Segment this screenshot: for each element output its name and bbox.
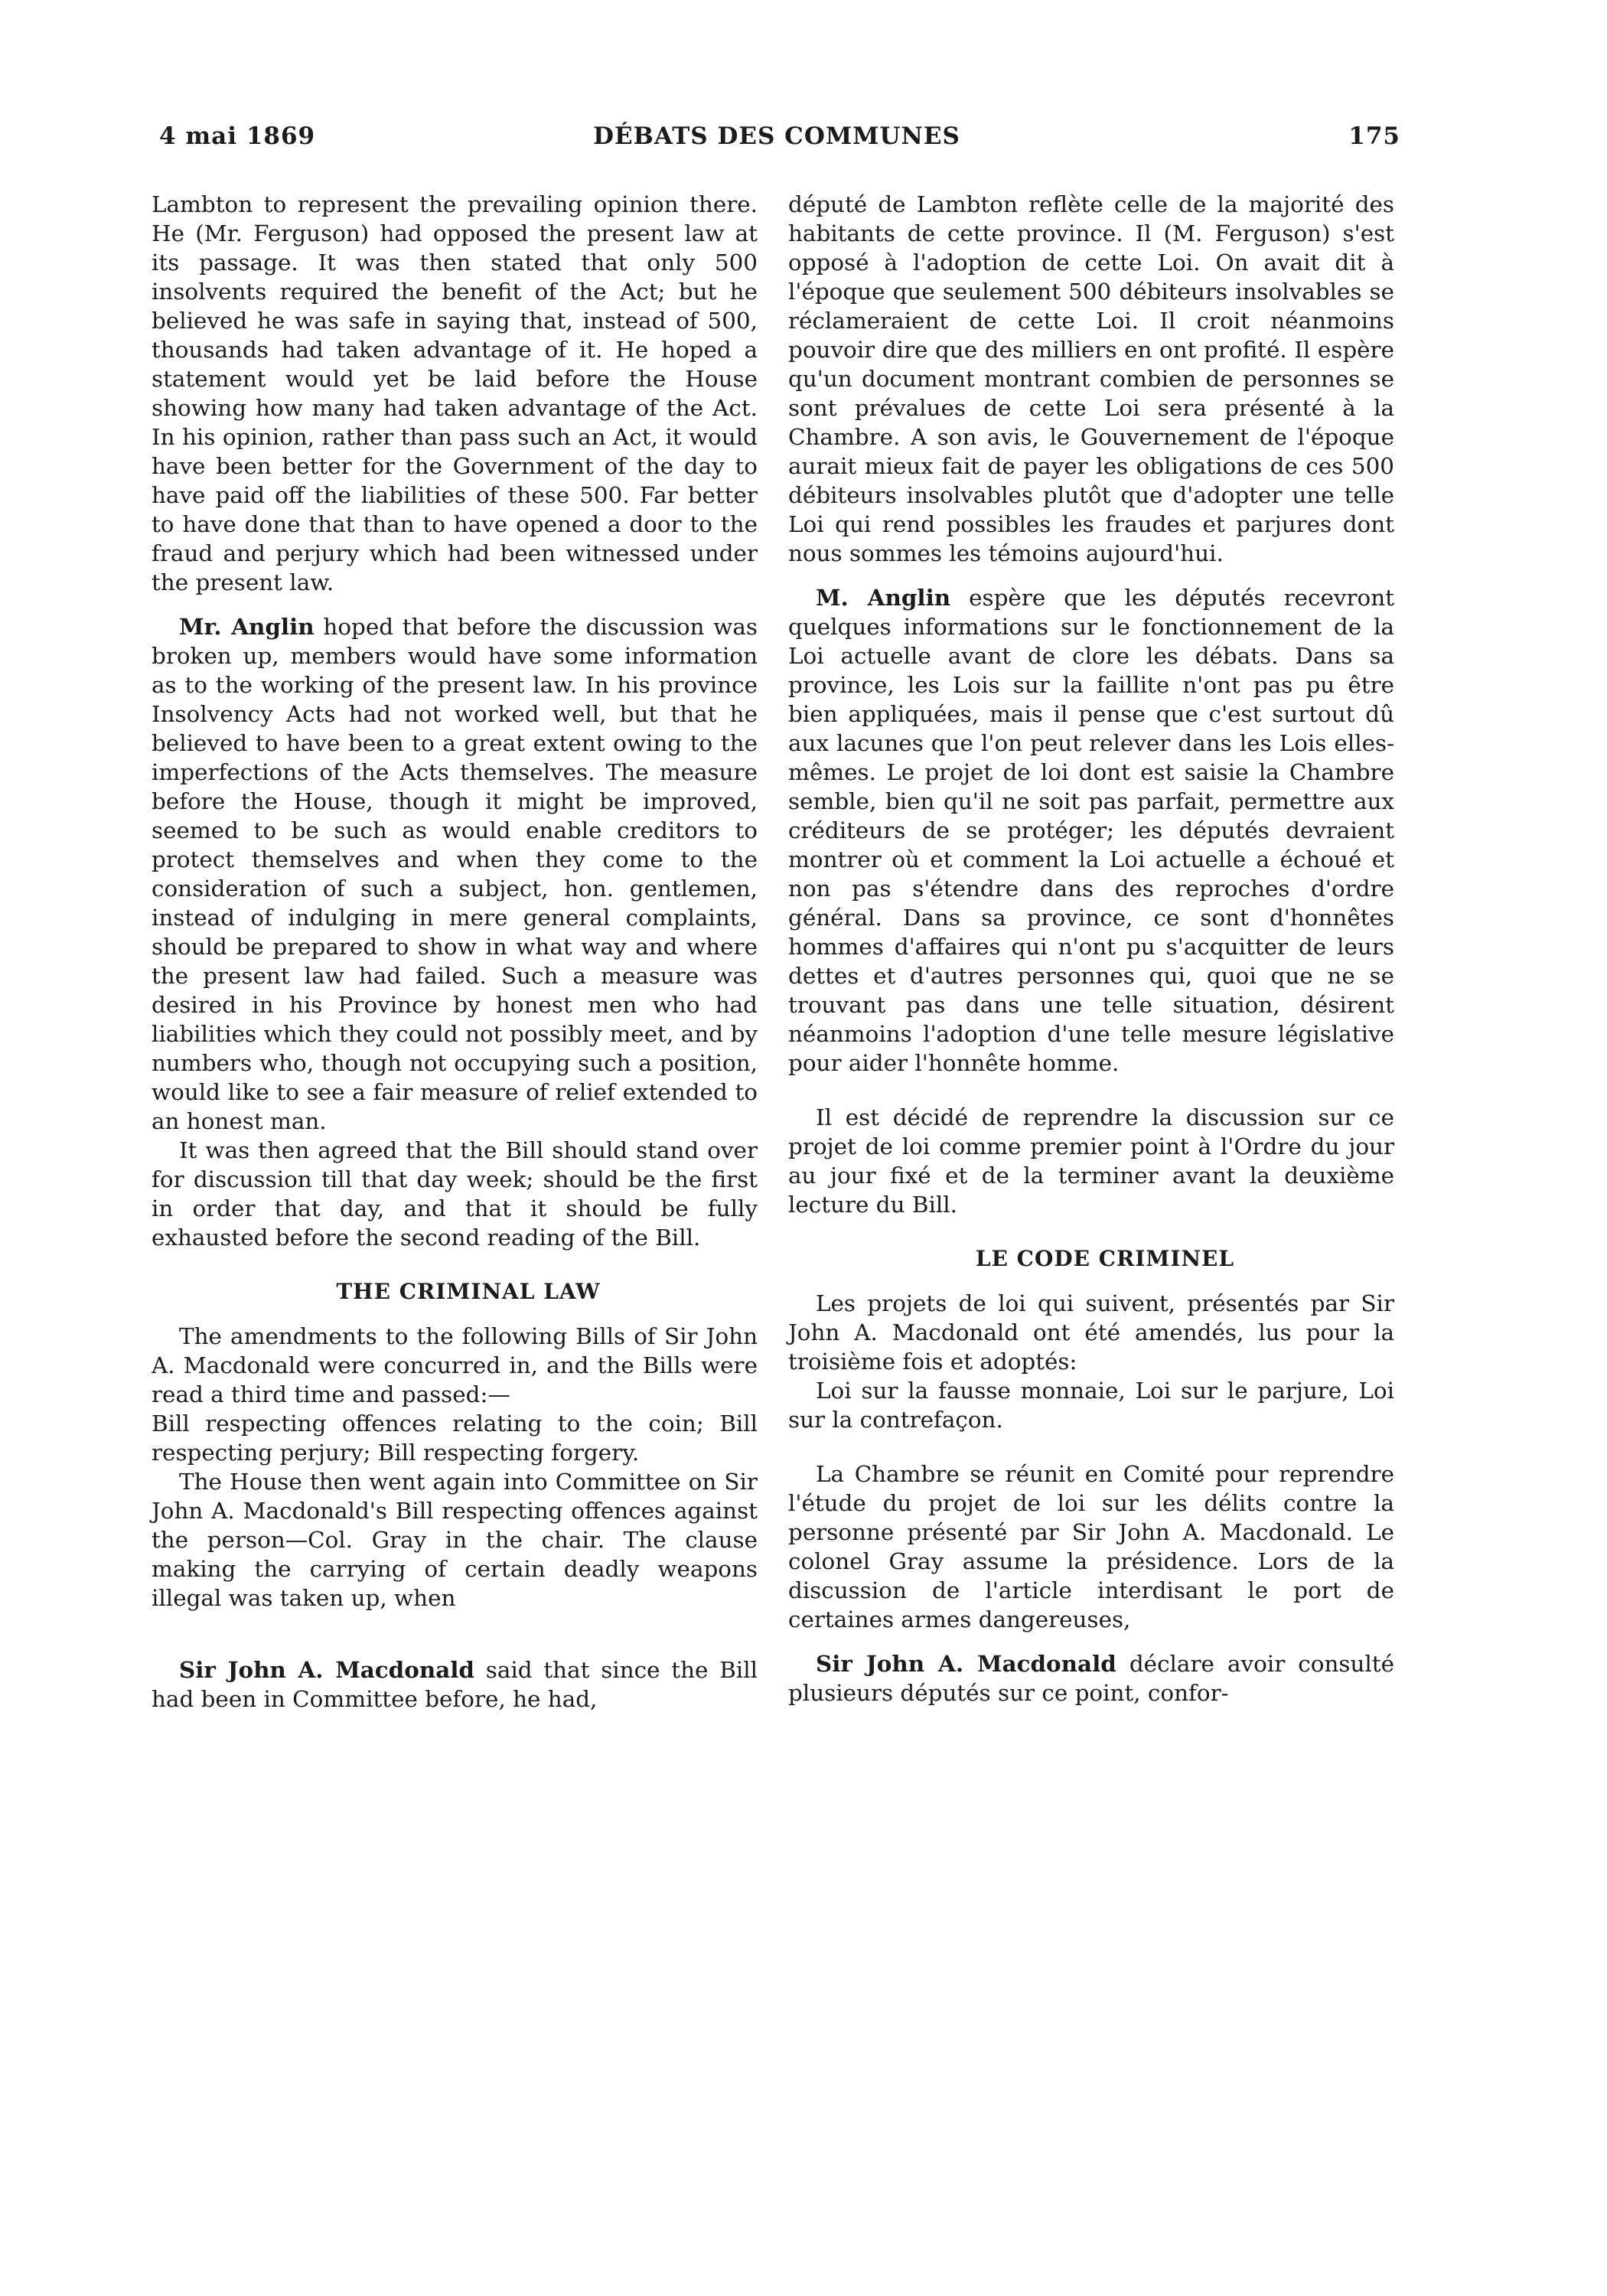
fr-macdonald-text: déclare avoir consulté plusieurs députés sur ce point, confor- <box>788 1651 1395 1706</box>
fr-amendments-paragraph: Les projets de loi qui suivent, présentés par Sir John A. Macdonald ont été amendés, lus pour la troisième fois et adoptés: <box>788 1290 1394 1375</box>
english-column <box>152 190 758 1714</box>
page-header <box>153 122 1400 161</box>
fr-anglin-speaker: M. Anglin <box>816 584 951 611</box>
fr-macdonald-paragraph <box>788 1649 1394 1707</box>
en-amendments-paragraph: The amendments to the following Bills of Sir John A. Macdonald were concurred in, and the Bills were read a third time and passed:— <box>152 1323 758 1407</box>
en-macdonald-text: said that since the Bill had been in Committee before, he had, <box>152 1657 758 1712</box>
fr-bills-list: Loi sur la fausse monnaie, Loi sur le parjure, Loi sur la contrefaçon. <box>788 1378 1394 1433</box>
fr-anglin-paragraph <box>788 583 1394 1078</box>
en-anglin-speaker: Mr. Anglin <box>179 613 315 640</box>
fr-committee-paragraph: La Chambre se réunit en Comité pour reprendre l'étude du projet de loi sur les délits contre la personne présenté par Sir John A. Macdonald. Le colonel Gray assume la présidence. Lors de la discussion de l'article interdisant le port de certaines armes dangereuses, <box>788 1461 1394 1632</box>
header-page-number: 175 <box>1348 122 1400 150</box>
en-committee-paragraph: The House then went again into Committee on Sir John A. Macdonald's Bill respecting offences against the person—Col. Gray in the chair. The clause making the carrying of certain deadly weapons illegal was taken up, when <box>152 1469 758 1611</box>
en-section-title: THE CRIMINAL LAW <box>336 1279 601 1304</box>
en-anglin-paragraph <box>152 612 758 1136</box>
fr-ferguson-paragraph: député de Lambton reflète celle de la majorité des habitants de cette province. Il (M. Ferguson) s'est opposé à l'adoption de cette Loi. On avait dit à l'époque que seulement 500 débiteurs insolvables se réclameraient de cette Loi. Il croit néanmoins pouvoir dire que des milliers en ont profité. Il espère qu'un document montrant combien de personnes se sont prévalues de cette Loi sera présenté à la Chambre. A son avis, le Gouvernement de l'époque aurait mieux fait de payer les obligations de ces 500 débiteurs insolvables plutôt que d'adopter une telle Loi qui rend possibles les fraudes et parjures dont nous sommes les témoins aujourd'hui. <box>788 191 1394 566</box>
en-agreed-paragraph: It was then agreed that the Bill should stand over for discussion till that day week; should be the first in order that day, and that it should be fully exhausted before the second reading of the Bill. <box>152 1137 758 1251</box>
header-date: 4 mai 1869 <box>159 122 316 150</box>
en-ferguson-paragraph: Lambton to represent the prevailing opinion there. He (Mr. Ferguson) had opposed the present law at its passage. It was then stated that only 500 insolvents required the benefit of the Act; but he believed he was safe in saying that, instead of 500, thousands had taken advantage of it. He hoped a statement would yet be laid before the House showing how many had taken advantage of the Act. In his opinion, rather than pass such an Act, it would have been better for the Government of the day to have paid off the liabilities of these 500. Far better to have done that than to have opened a door to the fraud and perjury which had been witnessed under the present law. <box>152 191 758 595</box>
fr-agreed-paragraph: Il est décidé de reprendre la discussion sur ce projet de loi comme premier point à l'Ordre du jour au jour fixé et de la terminer avant la deuxième lecture du Bill. <box>788 1104 1394 1218</box>
en-macdonald-paragraph <box>152 1655 758 1714</box>
en-anglin-text: hoped that before the discussion was broken up, members would have some information as to the working of the present law. In his province Insolvency Acts had not worked well, but that he believed to have been to a great extent owing to the imperfections of the Acts themselves. The measure before the House, though it might be improved, seemed to be such as would enable creditors to protect themselves and when they come to the consideration of such a subject, hon. gentlemen, instead of indulging in mere general complaints, should be prepared to show in what way and where the present law had failed. Such a measure was desired in his Province by honest men who had liabilities which they could not possibly meet, and by numbers who, though not occupying such a position, would like to see a fair measure of relief extended to an honest man. <box>152 614 758 1134</box>
fr-section-title: LE CODE CRIMINEL <box>975 1246 1235 1271</box>
fr-anglin-text: espère que les députés recevront quelques informations sur le fonctionnement de la Loi actuelle avant de clore les débats. Dans sa province, les Lois sur la faillite n'ont pas pu être bien appliquées, mais il pense que c'est surtout dû aux lacunes que l'on peut relever dans les Lois elles-mêmes. Le projet de loi dont est saisie la Chambre semble, bien qu'il ne soit pas parfait, permettre aux créditeurs de se protéger; les députés devraient montrer où et comment la Loi actuelle a échoué et non pas s'étendre dans des reproches d'ordre général. Dans sa province, ce sont d'honnêtes hommes d'affaires qui n'ont pu s'acquitter de leurs dettes et d'autres personnes qui, quoi que ne se trouvant pas dans une telle situation, désirent néanmoins l'adoption d'une telle mesure législative pour aider l'honnête homme. <box>788 585 1394 1076</box>
french-column <box>788 190 1394 1707</box>
en-macdonald-speaker: Sir John A. Macdonald <box>179 1656 474 1683</box>
en-bills-list: Bill respecting offences relating to the coin; Bill respecting perjury; Bill respecting forgery. <box>152 1411 758 1466</box>
fr-macdonald-speaker: Sir John A. Macdonald <box>816 1650 1116 1677</box>
header-title: DÉBATS DES COMMUNES <box>593 122 960 150</box>
